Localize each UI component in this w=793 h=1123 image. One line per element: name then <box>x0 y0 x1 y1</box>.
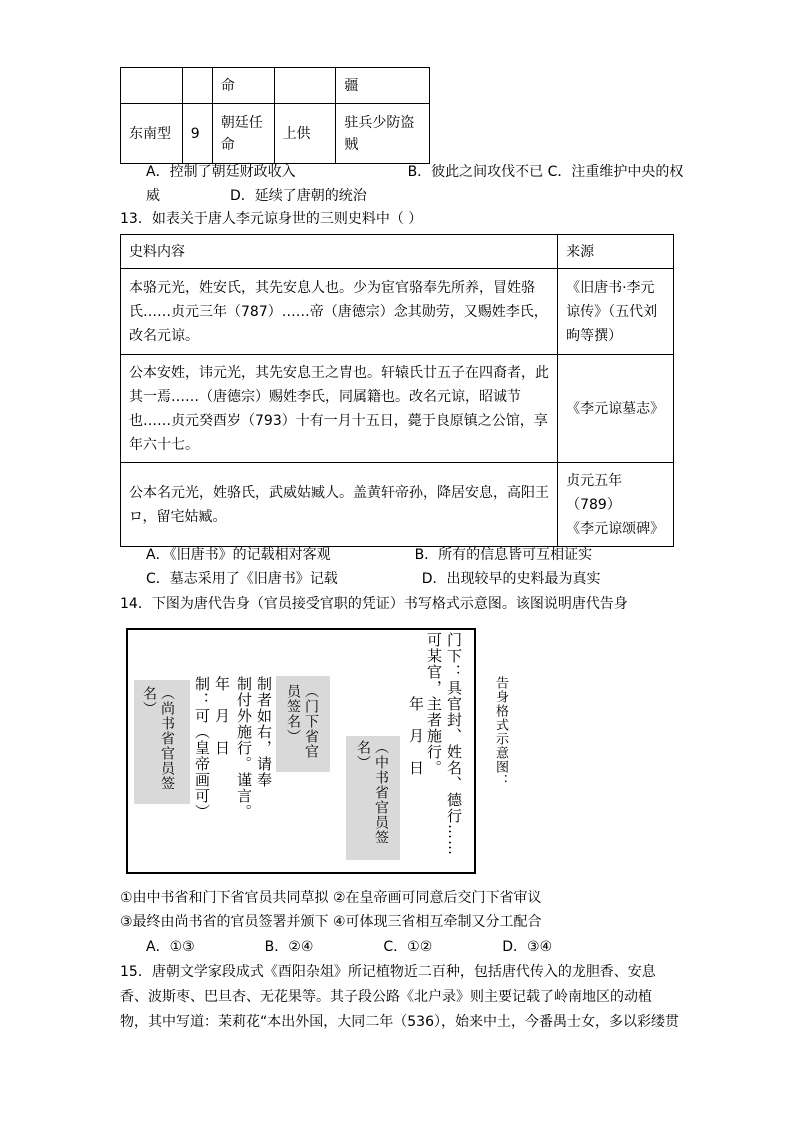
table-cell-content: 公本名元光，姓骆氏，武威姑臧人。盖黄轩帝孙，降居安息，高阳王 ロ，留宅姑臧。 <box>121 463 558 547</box>
table-cell: 驻兵少防盗贼 <box>336 104 430 164</box>
header-content: 史料内容 <box>121 235 558 269</box>
table-cell-content: 公本安姓，讳元光，其先安息王之胄也。轩辕氏廿五子在四裔者，此 其一焉……（唐德宗）赐姓李氏，同属籍也。改名元谅，昭诚节 也……贞元癸酉岁（793）十有一月十五日，薨于良原镇之公馆，享 年六十七。 <box>121 355 558 463</box>
q14-statements-line2: ③最终由尚书省的官员签署并颁下 ④可体现三省相互牵制又分工配合 <box>120 914 542 930</box>
table-cell: 命 <box>212 68 274 104</box>
table-cell: 上供 <box>274 104 336 164</box>
label-menxia: （门下省官员签名） <box>285 684 319 759</box>
col-zhifu: 制付外施行。谨言。 <box>235 676 253 820</box>
table-cell <box>121 68 183 104</box>
table-row <box>121 463 674 547</box>
q15-line2: 香、波斯枣、巴旦杏、无花果等。其子段公路《北户录》则主要记载了岭南地区的动植 <box>120 989 652 1005</box>
source-table <box>120 234 674 547</box>
q13-stem: 13．如表关于唐人李元谅身世的三则史料中（ ） <box>120 211 423 227</box>
region-table <box>120 67 430 164</box>
table-cell <box>274 68 336 104</box>
label-shangshu: （尚书省官员签名） <box>141 686 175 791</box>
diagram-side-title: 告身格式示意图： <box>493 676 508 788</box>
table-cell-source: 《李元谅墓志》 <box>558 355 674 463</box>
table-cell: 朝廷任命 <box>212 104 274 164</box>
col-date-1: 年 月 日 <box>407 696 425 776</box>
table-cell: 东南型 <box>121 104 183 164</box>
table-row <box>121 68 430 104</box>
q13-options-line1: A．《旧唐书》的记载相对客观 B．所有的信息皆可互相证实 <box>146 547 593 563</box>
q14-stem: 14．下图为唐代告身（官员接受官职的凭证）书写格式示意图。该图说明唐代告身 <box>120 596 628 612</box>
q12-options-line1: A．控制了朝廷财政收入 B．彼此之间攻伐不已 C．注重维护中央的权 <box>146 164 684 180</box>
label-zhongshu: （中书省官员签名） <box>355 740 389 845</box>
q15-line1: 15．唐朝文学家段成式《酉阳杂俎》所记植物近二百种，包括唐代传入的龙胆香、安息 <box>120 964 656 980</box>
table-cell: 9 <box>182 104 212 164</box>
q12-options-line2: 威 D．延续了唐朝的统治 <box>146 188 367 204</box>
gaoshen-format-diagram <box>126 628 476 874</box>
col-kemou: 可某官，主者施行。 <box>425 632 443 776</box>
col-menxia: 门下：具官封、姓名、德行…… <box>445 632 463 856</box>
table-row <box>121 104 430 164</box>
q15-line3: 物，其中写道：茉莉花“本出外国，大同二年（536），始来中土，今番禺士女，多以彩缕贯 <box>120 1014 679 1030</box>
q13-options-line2: C．墓志采用了《旧唐书》记载 D．出现较早的史料最为真实 <box>146 571 601 587</box>
q14-options: A．①③ B．②④ C．①② D．③④ <box>146 939 553 955</box>
col-date-2: 年 月 日 <box>213 676 231 756</box>
col-zhizhe: 制者如右，请奉 <box>255 676 273 788</box>
header-source: 来源 <box>558 235 674 269</box>
table-cell-source: 《旧唐书·李元 谅传》（五代刘 昫等撰） <box>558 269 674 355</box>
table-cell <box>182 68 212 104</box>
col-zhike: 制：可（皇帝画可） <box>193 676 211 820</box>
table-header-row <box>121 235 674 269</box>
table-cell-source: 贞元五年 （789） 《李元谅颂碑》 <box>558 463 674 547</box>
table-row <box>121 355 674 463</box>
q14-statements-line1: ①由中书省和门下省官员共同草拟 ②在皇帝画可同意后交门下省审议 <box>120 890 542 906</box>
table-cell-content: 本骆元光，姓安氏，其先安息人也。少为宦官骆奉先所养，冒姓骆 氏……贞元三年（787）……帝（唐德宗）念其勋劳，又赐姓李氏， 改名元谅。 <box>121 269 558 355</box>
table-cell: 疆 <box>336 68 430 104</box>
table-row <box>121 269 674 355</box>
